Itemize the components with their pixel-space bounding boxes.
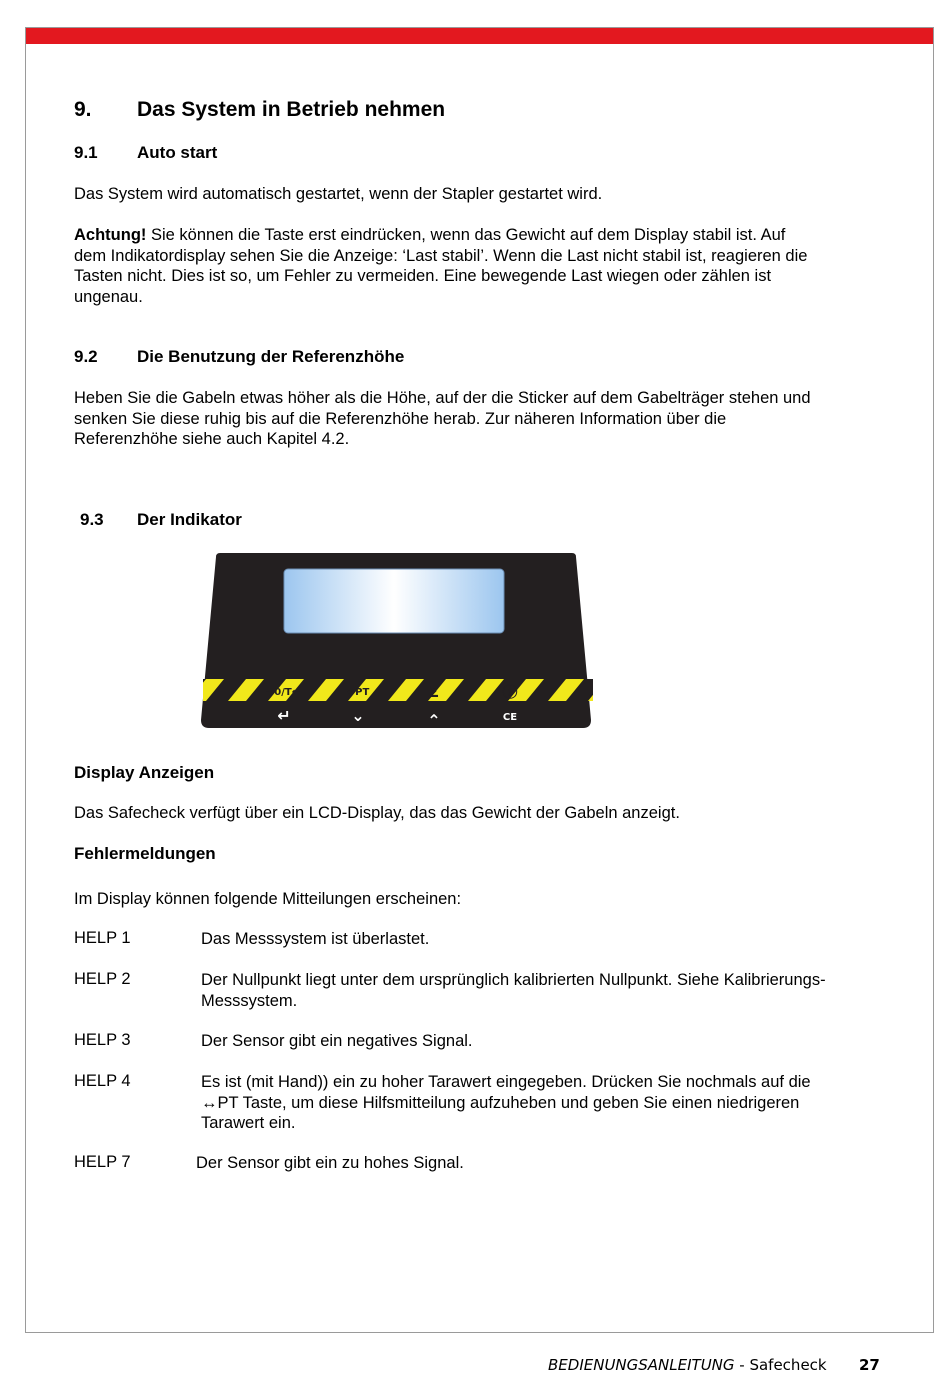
section-9-2-number: 9.2 [74,347,98,366]
display-paragraph: Das Safecheck verfügt über ein LCD-Display, das das Gewicht der Gabeln anzeigt. [74,804,680,822]
help-line: Der Sensor gibt ein zu hohes Signal. [196,1154,464,1172]
sum-icon[interactable]: Σ [428,683,440,701]
help-description [201,1072,891,1134]
section-9-2-title: Die Benutzung der Referenzhöhe [137,347,405,366]
warning-line: ungenau. [74,287,143,306]
errors-intro: Im Display können folgende Mitteilungen erscheinen: [74,890,462,908]
warning-line: Tasten nicht. Dies ist so, um Fehler zu vermeiden. Eine bewegende Last wiegen oder zählen ist [74,267,772,285]
footer-title-product: - Safecheck [734,1356,827,1374]
help-code: HELP 7 [74,1153,131,1171]
help-line: Es ist (mit Hand)) ein zu hoher Tarawert eingegeben. Drücken Sie nochmals auf die [201,1073,811,1091]
errors-heading: Fehlermeldungen [74,844,216,863]
section-9-3-title: Der Indikator [137,510,242,529]
display-heading: Display Anzeigen [74,763,215,782]
help-description [201,1031,891,1052]
page-number: 27 [859,1356,880,1374]
reference-line: Referenzhöhe siehe auch Kapitel 4.2. [74,430,350,448]
power-icon[interactable]: ⓘ [502,683,518,701]
hazard-stripes [198,679,598,701]
help-description [201,929,891,950]
section-9-1-number: 9.1 [74,143,98,162]
enter-icon[interactable]: ↵ [277,706,291,725]
section-9-number: 9. [74,98,92,121]
section-9-1-title: Auto start [137,143,218,162]
zero-tare-icon[interactable]: →0/T← [265,687,301,698]
help-line: Das Messsystem ist überlastet. [201,930,430,948]
help-code: HELP 4 [74,1072,131,1090]
reference-line: senken Sie diese ruhig bis auf die Referenzhöhe herab. Zur näheren Information über die [74,409,727,428]
down-icon[interactable]: ⌄ [351,706,365,725]
section-9-3-number: 9.3 [80,510,104,529]
reference-height-paragraph [74,388,894,450]
warning-line: Sie können die Taste erst eindrücken, wenn das Gewicht auf dem Display stabil ist. Auf [146,226,786,244]
section-9-title: Das System in Betrieb nehmen [137,98,446,121]
warning-line: dem Indikatordisplay sehen Sie die Anzeige: ‘Last stabil’. Wenn die Last nicht stabil ist, reagieren die [74,246,808,265]
help-code: HELP 1 [74,929,131,947]
warning-paragraph [74,225,894,307]
help-line: Messsystem. [201,991,298,1010]
warning-label: Achtung! [74,226,147,244]
ce-mark-icon[interactable]: CE [502,712,518,723]
footer-title-italic: BEDIENUNGSANLEITUNG [548,1356,735,1374]
indicator-device-illustration [198,550,598,732]
lcd-display [284,569,504,633]
footer-title [548,1356,827,1374]
reference-line: Heben Sie die Gabeln etwas höher als die Höhe, auf der die Sticker auf dem Gabelträger stehen und [74,389,811,407]
help-line: ↔PT Taste, um diese Hilfsmitteilung aufzuheben und geben Sie einen niedrigeren [201,1093,800,1112]
autostart-paragraph: Das System wird automatisch gestartet, wenn der Stapler gestartet wird. [74,185,603,203]
help-code: HELP 3 [74,1031,131,1049]
help-description [196,1153,886,1174]
preset-tare-icon[interactable]: ↔PT [346,687,370,698]
help-line: Der Nullpunkt liegt unter dem ursprünglich kalibrierten Nullpunkt. Siehe Kalibrierungs- [201,971,826,989]
help-code: HELP 2 [74,970,131,988]
up-icon[interactable]: ⌃ [427,711,441,730]
help-line: Tarawert ein. [201,1114,296,1132]
help-description [201,970,891,1011]
help-line: Der Sensor gibt ein negatives Signal. [201,1032,473,1050]
